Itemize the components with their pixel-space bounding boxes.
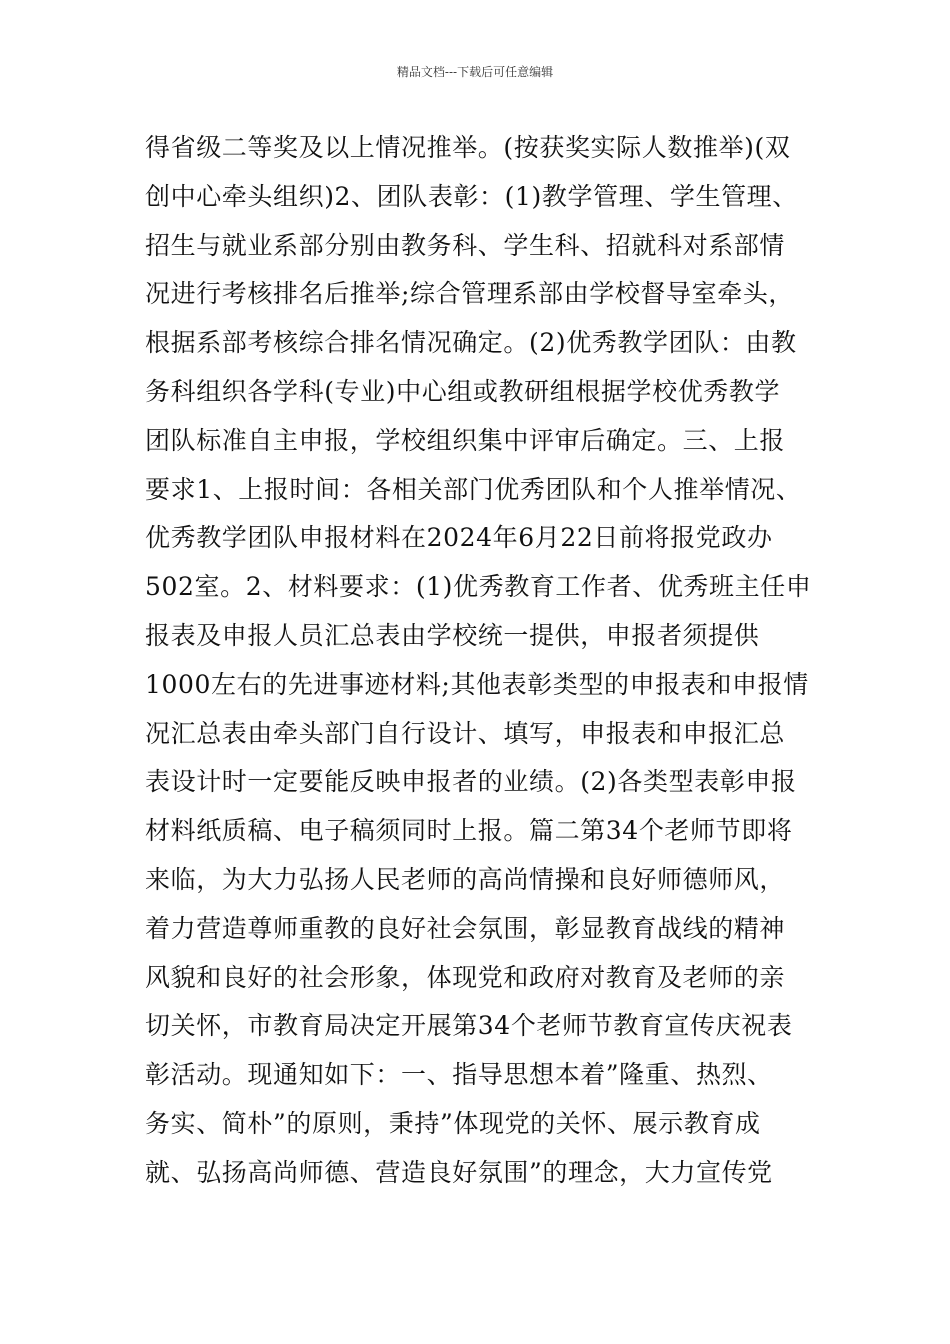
text-line: 优秀教学团队申报材料在2024年6月22日前将报党政办 [145,523,773,553]
text-line: 报表及申报人员汇总表由学校统一提供，申报者须提供 [145,620,760,650]
text-line: 表设计时一定要能反映申报者的业绩。(2)各类型表彰申报 [145,767,797,797]
text-line: 务实、简朴”的原则，秉持”体现党的关怀、展示教育成 [145,1108,761,1138]
text-line: 材料纸质稿、电子稿须同时上报。篇二第34个老师节即将 [145,816,793,846]
text-line: 502室。2、材料要求：(1)优秀教育工作者、优秀班主任申 [145,572,812,602]
text-line: 要求1、上报时间：各相关部门优秀团队和个人推举情况、 [145,474,802,504]
text-line: 况汇总表由牵头部门自行设计、填写，申报表和申报汇总 [145,718,786,748]
text-line: 切关怀，市教育局决定开展第34个老师节教育宣传庆祝表 [145,1011,793,1041]
text-line: 来临，为大力弘扬人民老师的高尚情操和良好师德师风， [145,864,786,894]
text-line: 创中心牵头组织)2、团队表彰：(1)教学管理、学生管理、 [145,181,798,211]
text-line: 就、弘扬高尚师德、营造良好氛围”的理念，大力宣传党 [145,1157,773,1187]
document-body [145,124,825,1198]
text-line: 招生与就业系部分别由教务科、学生科、招就科对系部情 [145,230,786,260]
text-line: 况进行考核排名后推举;综合管理系部由学校督导室牵头， [145,279,795,309]
text-line: 彰活动。现通知如下：一、指导思想本着”隆重、热烈、 [145,1060,773,1090]
text-line: 着力营造尊师重教的良好社会氛围，彰显教育战线的精神 [145,913,786,943]
text-line: 务科组织各学科(专业)中心组或教研组根据学校优秀教学 [145,376,781,406]
text-line: 1000左右的先进事迹材料;其他表彰类型的申报表和申报情 [145,669,809,699]
text-line: 风貌和良好的社会形象，体现党和政府对教育及老师的亲 [145,962,786,992]
page-header: 精品文档---下载后可任意编辑 [396,65,554,79]
text-line: 团队标准自主申报，学校组织集中评审后确定。三、上报 [145,425,786,455]
text-line: 得省级二等奖及以上情况推举。(按获奖实际人数推举)(双 [145,133,791,162]
text-line: 根据系部考核综合排名情况确定。(2)优秀教学团队：由教 [145,328,797,358]
